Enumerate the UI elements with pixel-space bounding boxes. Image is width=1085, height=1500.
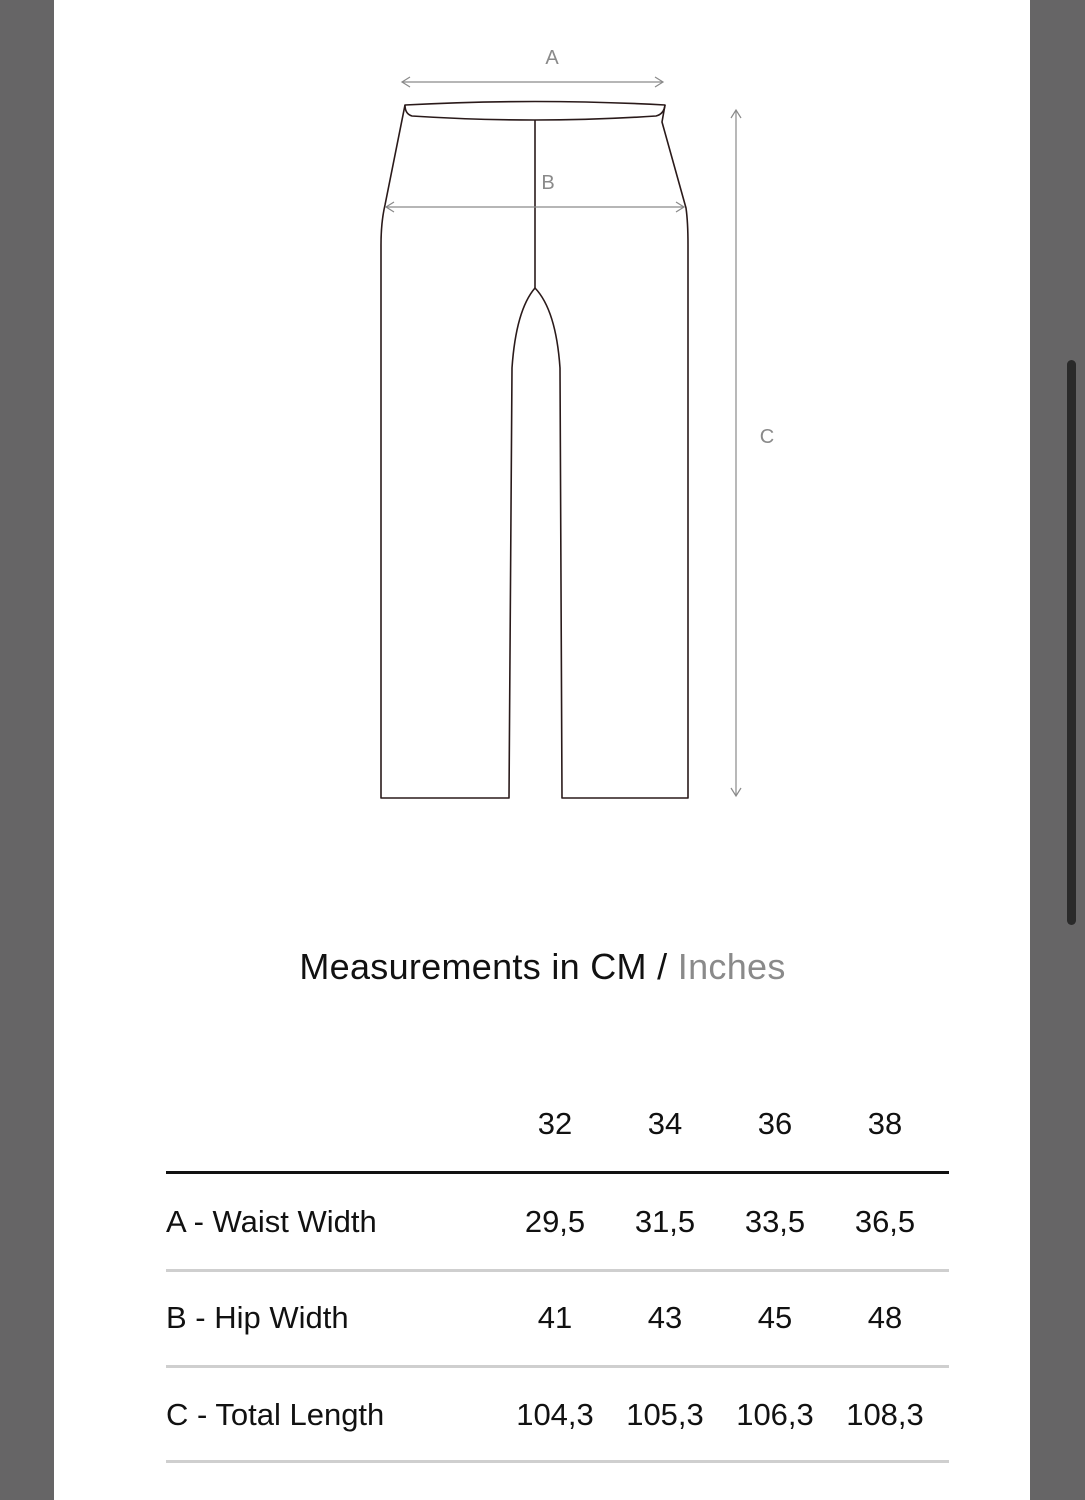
row-label-hip: B - Hip Width — [166, 1300, 349, 1335]
heading-inches-toggle[interactable]: Inches — [677, 946, 786, 987]
table-cell: 48 — [867, 1300, 903, 1335]
table-header-divider — [166, 1171, 949, 1174]
table-cell: 43 — [647, 1300, 683, 1335]
table-cell: 33,5 — [744, 1204, 806, 1239]
scrollbar-thumb[interactable] — [1067, 360, 1076, 925]
table-cell: 45 — [757, 1300, 793, 1335]
heading-primary: Measurements in CM / — [299, 946, 668, 987]
row-divider — [166, 1365, 949, 1368]
table-cell: 41 — [537, 1300, 573, 1335]
table-cell: 108,3 — [846, 1397, 924, 1432]
row-label-waist: A - Waist Width — [166, 1204, 377, 1239]
waistband-line — [405, 105, 665, 120]
label-c: C — [759, 426, 775, 448]
size-header-36: 36 — [757, 1106, 793, 1141]
table-cell: 105,3 — [626, 1397, 704, 1432]
table-cell: 36,5 — [854, 1204, 916, 1239]
table-cell: 106,3 — [736, 1397, 814, 1432]
size-header-38: 38 — [867, 1106, 903, 1141]
table-cell: 29,5 — [524, 1204, 586, 1239]
label-b: B — [541, 172, 555, 194]
row-divider — [166, 1269, 949, 1272]
row-divider — [166, 1460, 949, 1463]
size-header-34: 34 — [647, 1106, 683, 1141]
table-cell: 31,5 — [634, 1204, 696, 1239]
table-cell: 104,3 — [516, 1397, 594, 1432]
size-header-32: 32 — [537, 1106, 573, 1141]
row-label-length: C - Total Length — [166, 1397, 385, 1432]
label-a: A — [545, 47, 559, 69]
measurements-heading — [0, 946, 1085, 988]
